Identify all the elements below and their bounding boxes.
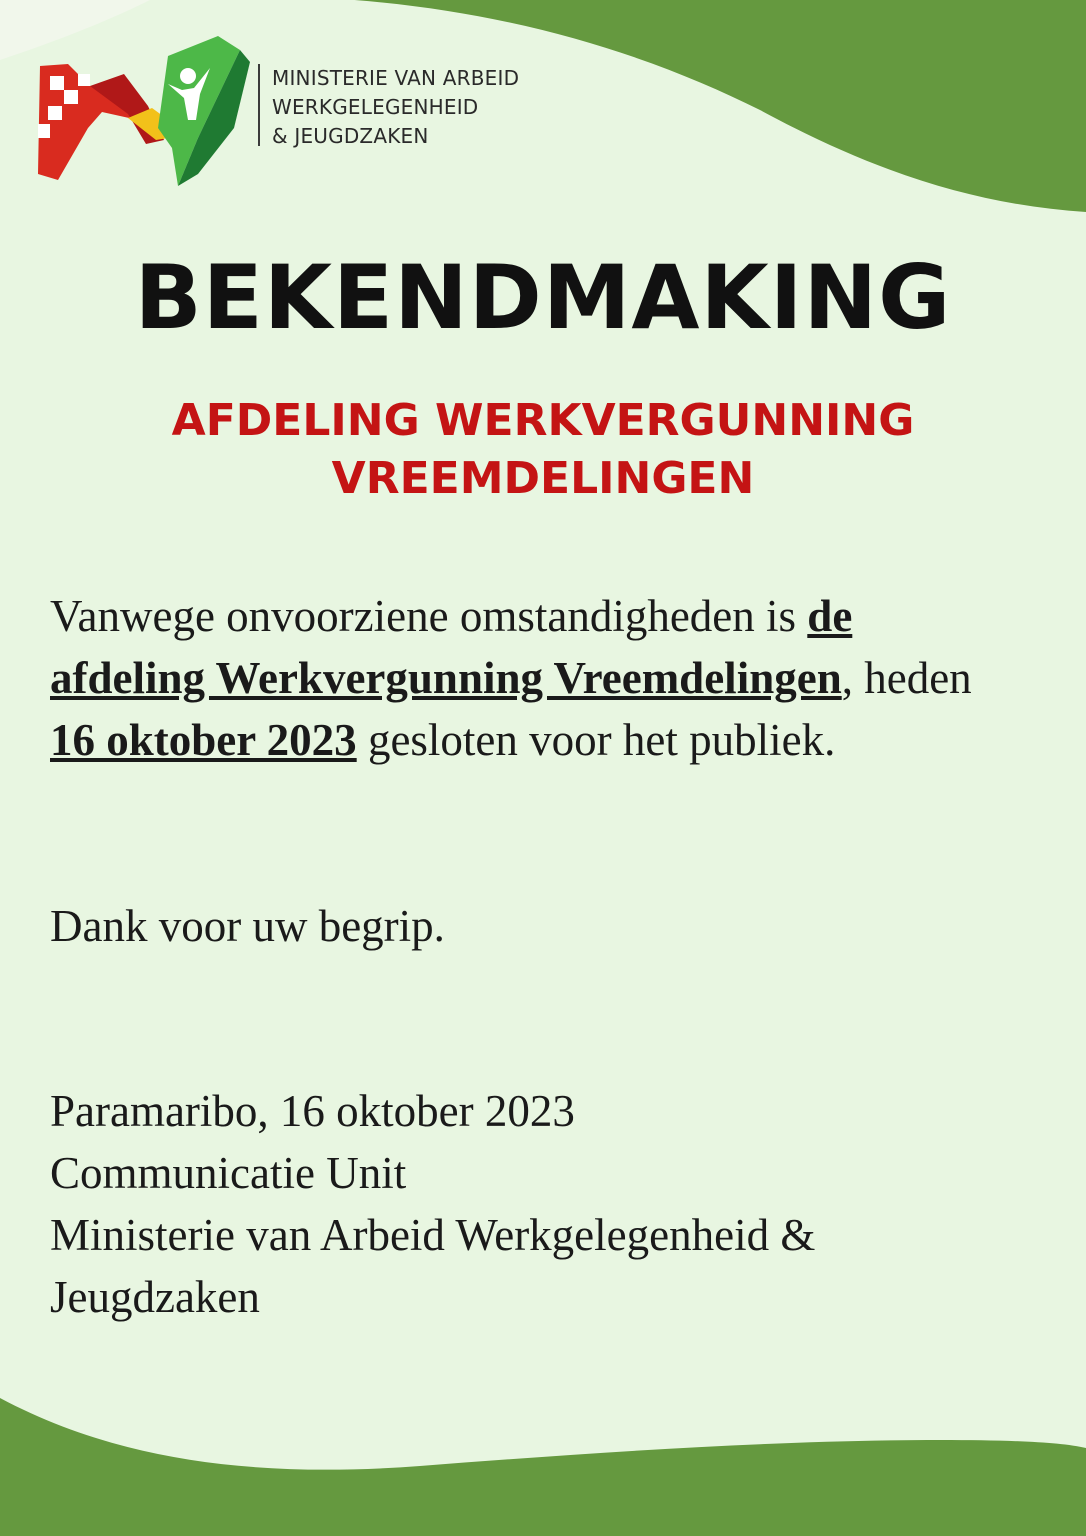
signature-unit: Communicatie Unit	[50, 1148, 407, 1198]
signature-place-date: Paramaribo, 16 oktober 2023	[50, 1086, 575, 1136]
department-heading-line-1: AFDELING WERKVERGUNNING	[171, 395, 915, 446]
ministry-name-line-3: & JEUGDZAKEN	[272, 124, 429, 148]
ministry-name-line-2: WERKGELEGENHEID	[272, 95, 479, 119]
logo-divider	[258, 64, 260, 146]
closure-date-emphasis: 16 oktober 2023	[50, 715, 357, 765]
announcement-body	[50, 585, 980, 771]
signature-ministry-line-2: Jeugdzaken	[50, 1272, 260, 1322]
ministry-name-line-1: MINISTERIE VAN ARBEID	[272, 66, 520, 90]
department-heading-line-2: VREEMDELINGEN	[331, 453, 755, 504]
body-text-part-1: Vanwege onvoorziene omstandigheden is	[50, 591, 808, 641]
ministry-name	[272, 64, 519, 151]
announcement-title: BEKENDMAKING	[134, 246, 952, 349]
body-text-part-3: gesloten voor het publiek.	[356, 715, 836, 765]
ministry-logo-icon	[28, 28, 256, 188]
thanks-line: Dank voor uw begrip.	[50, 901, 445, 951]
department-name-emphasis: de afdeling Werkvergunning Vreemdelingen	[50, 591, 853, 703]
signature-ministry-line-1: Ministerie van Arbeid Werkgelegenheid &	[50, 1210, 816, 1260]
department-heading	[0, 392, 1086, 508]
body-text-part-2: , heden	[841, 653, 972, 703]
signature-block	[50, 1080, 1010, 1328]
